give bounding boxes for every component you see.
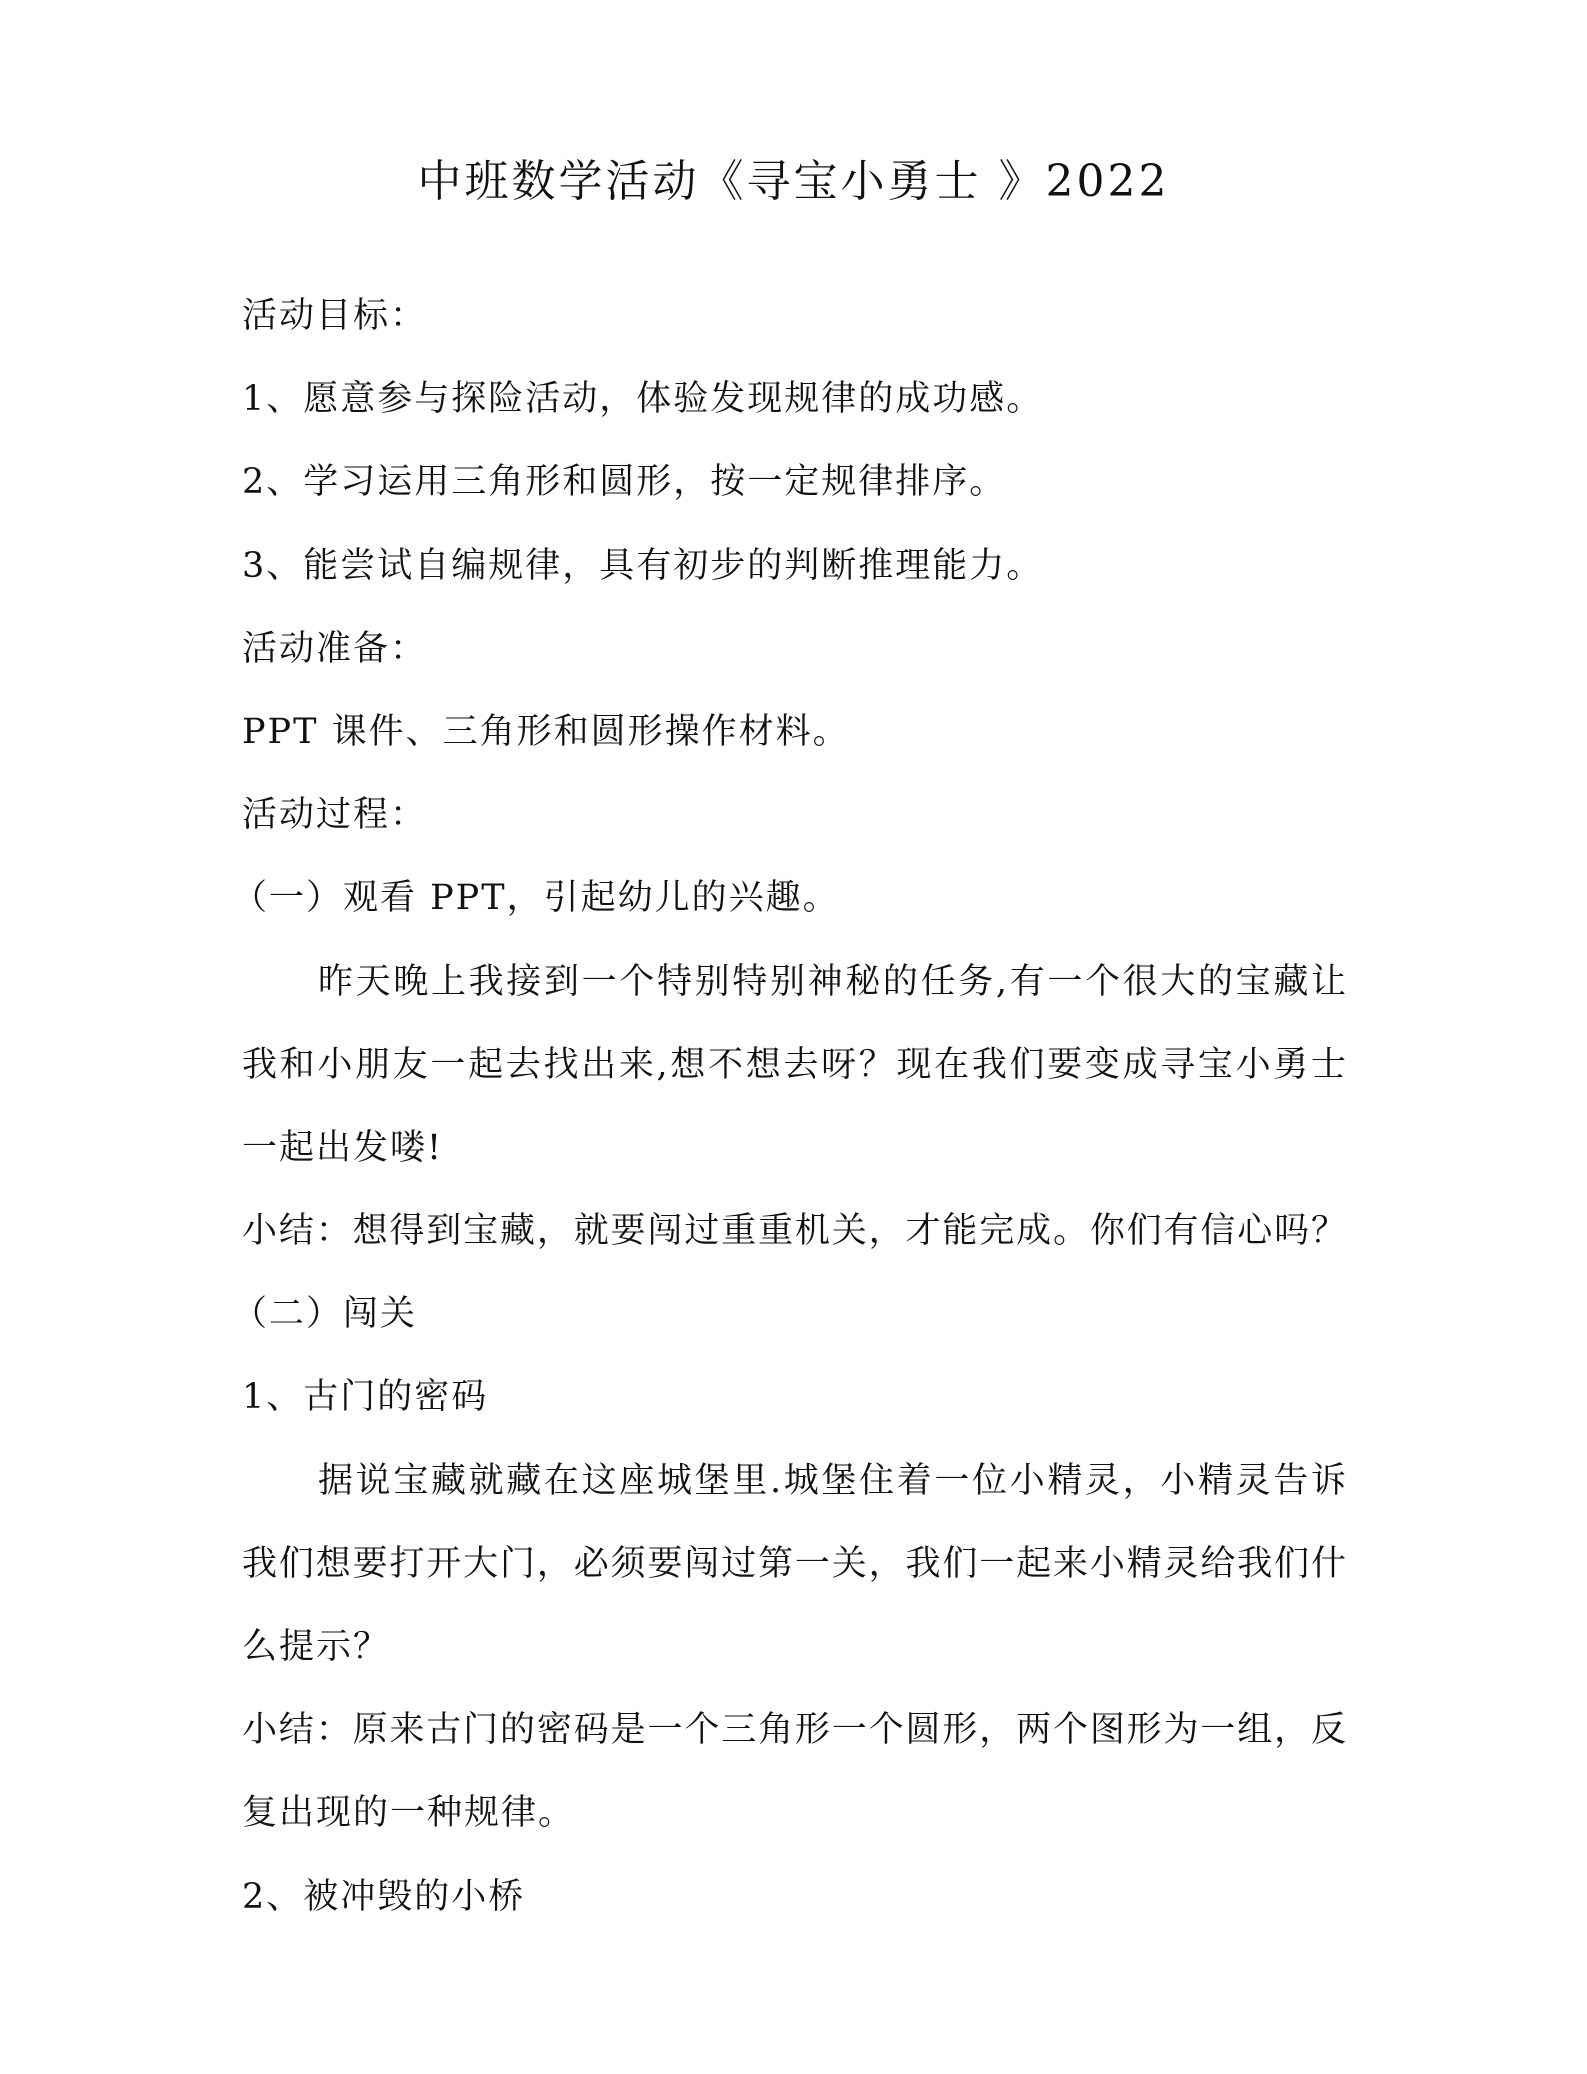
subsection-heading: （一）观看 PPT，引起幼儿的兴趣。 xyxy=(232,878,840,919)
paragraph-line: 昨天晚上我接到一个特别特别神秘的任务,有一个很大的宝藏让 xyxy=(318,961,1346,1002)
step-heading: 1、古门的密码 xyxy=(242,1377,489,1418)
summary-line: 复出现的一种规律。 xyxy=(242,1793,576,1834)
summary-line: 小结：原来古门的密码是一个三角形一个圆形，两个图形为一组，反 xyxy=(242,1710,1346,1751)
subsection-heading: （二）闯关 xyxy=(232,1294,418,1335)
paragraph-line: 么提示？ xyxy=(242,1627,391,1667)
paragraph-line: 据说宝藏就藏在这座城堡里.城堡住着一位小精灵，小精灵告诉 xyxy=(318,1460,1346,1501)
section-heading: 活动过程： xyxy=(242,795,428,836)
paragraph-line: 一起出发喽! xyxy=(242,1127,444,1168)
paragraph-line: 我们想要打开大门，必须要闯过第一关，我们一起来小精灵给我们什 xyxy=(242,1543,1346,1584)
step-heading: 2、被冲毁的小桥 xyxy=(242,1876,526,1917)
goal-item: 1、愿意参与探险活动，体验发现规律的成功感。 xyxy=(242,379,1044,420)
goal-item: 3、能尝试自编规律，具有初步的判断推理能力。 xyxy=(242,545,1044,586)
goal-item: 2、学习运用三角形和圆形，按一定规律排序。 xyxy=(242,462,1007,503)
paragraph-line: 我和小朋友一起去找出来,想不想去呀？现在我们要变成寻宝小勇士 xyxy=(242,1044,1346,1085)
document-body xyxy=(232,275,1346,1939)
summary-line: 小结：想得到宝藏，就要闯过重重机关，才能完成。你们有信心吗？ xyxy=(242,1211,1346,1252)
document-title: 中班数学活动《寻宝小勇士 》2022 xyxy=(417,156,1170,207)
section-heading: 活动准备： xyxy=(242,628,428,669)
text-line: PPT 课件、三角形和圆形操作材料。 xyxy=(242,711,850,752)
section-heading: 活动目标： xyxy=(242,296,428,336)
